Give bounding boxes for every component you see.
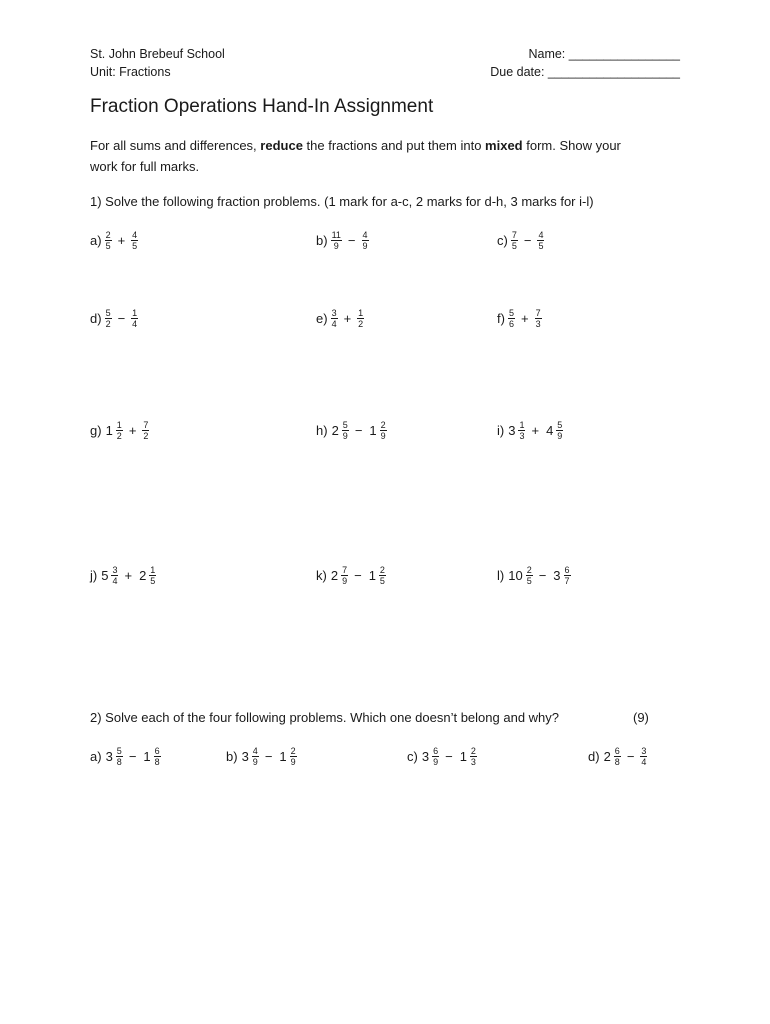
numerator: 4 bbox=[538, 229, 544, 240]
operator: − bbox=[523, 232, 532, 248]
numerator: 7 bbox=[511, 229, 517, 240]
fraction-problem bbox=[90, 415, 150, 445]
unit-label: Unit: Fractions bbox=[90, 65, 171, 79]
fraction bbox=[116, 420, 123, 441]
denominator: 5 bbox=[538, 240, 544, 251]
fraction-problem bbox=[497, 415, 564, 445]
fraction bbox=[380, 420, 387, 441]
numerator: 4 bbox=[362, 229, 368, 240]
denominator: 2 bbox=[105, 318, 111, 329]
fraction-problem bbox=[407, 741, 478, 771]
numerator: 5 bbox=[342, 419, 348, 430]
fraction bbox=[518, 420, 525, 441]
denominator: 5 bbox=[526, 575, 532, 586]
numerator: 1 bbox=[150, 564, 156, 575]
instructions bbox=[90, 135, 621, 177]
fraction bbox=[105, 308, 112, 329]
question-2-prompt: 2) Solve each of the four following problems. Which one doesn’t belong and why? bbox=[90, 710, 560, 725]
numerator: 3 bbox=[641, 745, 647, 756]
numerator: 2 bbox=[470, 745, 476, 756]
denominator: 9 bbox=[333, 240, 339, 251]
problem-label: a) bbox=[90, 232, 102, 248]
fraction bbox=[142, 420, 149, 441]
denominator: 5 bbox=[105, 240, 111, 251]
numerator: 1 bbox=[358, 307, 364, 318]
fraction bbox=[149, 565, 156, 586]
denominator: 4 bbox=[331, 318, 337, 329]
operator: + bbox=[531, 422, 540, 438]
fraction-problem bbox=[90, 560, 157, 590]
denominator: 9 bbox=[433, 756, 439, 767]
fraction bbox=[331, 230, 342, 251]
instructions-part2: the fractions and put them into bbox=[302, 138, 486, 153]
numerator: 2 bbox=[379, 564, 385, 575]
question-1-prompt: 1) Solve the following fraction problems. (1 mark for a-c, 2 marks for d-h, 3 marks for i-l) bbox=[90, 194, 594, 209]
whole-number: 1 bbox=[105, 422, 113, 438]
denominator: 2 bbox=[116, 430, 122, 441]
instructions-bold-reduce: reduce bbox=[260, 138, 303, 153]
fraction bbox=[290, 746, 297, 767]
whole-number: 3 bbox=[421, 748, 430, 764]
fraction bbox=[564, 565, 571, 586]
problem-label: d) bbox=[588, 748, 600, 764]
fraction bbox=[111, 565, 118, 586]
denominator: 3 bbox=[470, 756, 476, 767]
fraction-problem bbox=[90, 225, 139, 255]
fraction bbox=[357, 308, 364, 329]
operator: + bbox=[343, 310, 352, 326]
whole-number: 10 bbox=[508, 567, 523, 583]
numerator: 7 bbox=[535, 307, 541, 318]
problem-label: b) bbox=[226, 748, 238, 764]
operator: − bbox=[264, 748, 273, 764]
operator: − bbox=[354, 567, 362, 583]
operator: − bbox=[445, 748, 453, 764]
problem-label: h) bbox=[316, 422, 328, 438]
problem-label: b) bbox=[316, 232, 328, 248]
numerator: 7 bbox=[342, 564, 348, 575]
whole-number: 1 bbox=[459, 748, 467, 764]
school-name: St. John Brebeuf School bbox=[90, 47, 225, 61]
numerator: 4 bbox=[252, 745, 258, 756]
problem-label: e) bbox=[316, 310, 328, 326]
numerator: 1 bbox=[132, 307, 138, 318]
fraction-problem bbox=[316, 225, 370, 255]
whole-number: 1 bbox=[279, 748, 287, 764]
whole-number: 2 bbox=[139, 567, 147, 583]
denominator: 2 bbox=[143, 430, 149, 441]
problem-label: g) bbox=[90, 422, 102, 438]
denominator: 4 bbox=[641, 756, 647, 767]
fraction-problem bbox=[588, 741, 648, 771]
operator: − bbox=[117, 310, 126, 326]
fraction-problem bbox=[90, 741, 162, 771]
fraction-problem bbox=[316, 415, 388, 445]
instructions-part1: For all sums and differences, bbox=[90, 138, 261, 153]
problem-label: c) bbox=[497, 232, 508, 248]
fraction bbox=[362, 230, 369, 251]
numerator: 3 bbox=[112, 564, 118, 575]
denominator: 5 bbox=[150, 575, 156, 586]
fraction bbox=[535, 308, 542, 329]
denominator: 7 bbox=[564, 575, 570, 586]
fraction bbox=[379, 565, 386, 586]
fraction bbox=[342, 420, 349, 441]
fraction bbox=[116, 746, 123, 767]
denominator: 8 bbox=[614, 756, 620, 767]
fraction-problem bbox=[316, 303, 365, 333]
operator: − bbox=[538, 567, 547, 583]
whole-number: 3 bbox=[508, 422, 516, 438]
fraction bbox=[526, 565, 533, 586]
numerator: 6 bbox=[154, 745, 160, 756]
due-date-line: Due date: ___________________ bbox=[490, 65, 680, 79]
fraction bbox=[252, 746, 259, 767]
operator: − bbox=[626, 748, 635, 764]
fraction bbox=[614, 746, 621, 767]
denominator: 9 bbox=[362, 240, 368, 251]
denominator: 4 bbox=[132, 318, 138, 329]
denominator: 9 bbox=[252, 756, 258, 767]
numerator: 6 bbox=[564, 564, 570, 575]
fraction-problem bbox=[90, 303, 139, 333]
operator: + bbox=[124, 567, 133, 583]
denominator: 4 bbox=[112, 575, 118, 586]
fraction bbox=[537, 230, 544, 251]
numerator: 1 bbox=[116, 419, 122, 430]
numerator: 4 bbox=[132, 229, 138, 240]
whole-number: 1 bbox=[368, 567, 376, 583]
name-field-line: Name: ________________ bbox=[528, 47, 680, 61]
fraction bbox=[331, 308, 338, 329]
fraction-problem bbox=[497, 303, 543, 333]
operator: + bbox=[117, 232, 126, 248]
numerator: 5 bbox=[557, 419, 563, 430]
fraction bbox=[640, 746, 647, 767]
assignment-title: Fraction Operations Hand-In Assignment bbox=[90, 96, 434, 117]
whole-number: 3 bbox=[553, 567, 561, 583]
problem-label: c) bbox=[407, 748, 418, 764]
fraction-problem bbox=[226, 741, 298, 771]
question-2-marks: (9) bbox=[633, 710, 649, 725]
whole-number: 1 bbox=[369, 422, 377, 438]
whole-number: 2 bbox=[331, 422, 339, 438]
denominator: 5 bbox=[511, 240, 517, 251]
denominator: 9 bbox=[380, 430, 386, 441]
denominator: 9 bbox=[342, 430, 348, 441]
denominator: 9 bbox=[342, 575, 348, 586]
fraction-problem bbox=[316, 560, 387, 590]
denominator: 5 bbox=[132, 240, 138, 251]
whole-number: 4 bbox=[546, 422, 554, 438]
numerator: 2 bbox=[290, 745, 296, 756]
instructions-bold-mixed: mixed bbox=[485, 138, 523, 153]
denominator: 3 bbox=[535, 318, 541, 329]
fraction bbox=[470, 746, 477, 767]
whole-number: 3 bbox=[241, 748, 249, 764]
fraction bbox=[131, 230, 138, 251]
fraction bbox=[508, 308, 515, 329]
fraction bbox=[131, 308, 138, 329]
problem-label: j) bbox=[90, 567, 98, 583]
whole-number: 3 bbox=[105, 748, 113, 764]
fraction-problem bbox=[497, 560, 572, 590]
fraction bbox=[154, 746, 161, 767]
denominator: 3 bbox=[519, 430, 525, 441]
instructions-part3: form. Show your bbox=[522, 138, 621, 153]
fraction bbox=[511, 230, 518, 251]
numerator: 1 bbox=[519, 419, 525, 430]
whole-number: 1 bbox=[143, 748, 151, 764]
instructions-line2: work for full marks. bbox=[90, 159, 200, 174]
problem-label: f) bbox=[497, 310, 505, 326]
problem-label: k) bbox=[316, 567, 327, 583]
numerator: 7 bbox=[143, 419, 149, 430]
problem-label: i) bbox=[497, 422, 505, 438]
problem-label: d) bbox=[90, 310, 102, 326]
operator: − bbox=[347, 232, 356, 248]
whole-number: 2 bbox=[603, 748, 611, 764]
numerator: 5 bbox=[105, 307, 111, 318]
fraction bbox=[432, 746, 439, 767]
numerator: 6 bbox=[614, 745, 620, 756]
denominator: 2 bbox=[358, 318, 364, 329]
numerator: 3 bbox=[331, 307, 337, 318]
whole-number: 2 bbox=[330, 567, 339, 583]
numerator: 5 bbox=[116, 745, 122, 756]
problem-label: l) bbox=[497, 567, 505, 583]
numerator: 2 bbox=[105, 229, 111, 240]
operator: − bbox=[354, 422, 363, 438]
numerator: 5 bbox=[508, 307, 514, 318]
operator: + bbox=[128, 422, 137, 438]
denominator: 9 bbox=[290, 756, 296, 767]
numerator: 6 bbox=[433, 745, 439, 756]
fraction bbox=[556, 420, 563, 441]
numerator: 2 bbox=[526, 564, 532, 575]
numerator: 2 bbox=[380, 419, 386, 430]
fraction bbox=[341, 565, 348, 586]
operator: − bbox=[128, 748, 137, 764]
numerator: 11 bbox=[331, 229, 341, 240]
fraction-problem bbox=[497, 225, 545, 255]
whole-number: 5 bbox=[101, 567, 109, 583]
fraction bbox=[105, 230, 112, 251]
denominator: 5 bbox=[379, 575, 385, 586]
denominator: 9 bbox=[557, 430, 563, 441]
operator: + bbox=[520, 310, 529, 326]
problem-label: a) bbox=[90, 748, 102, 764]
denominator: 8 bbox=[154, 756, 160, 767]
denominator: 8 bbox=[116, 756, 122, 767]
denominator: 6 bbox=[508, 318, 514, 329]
